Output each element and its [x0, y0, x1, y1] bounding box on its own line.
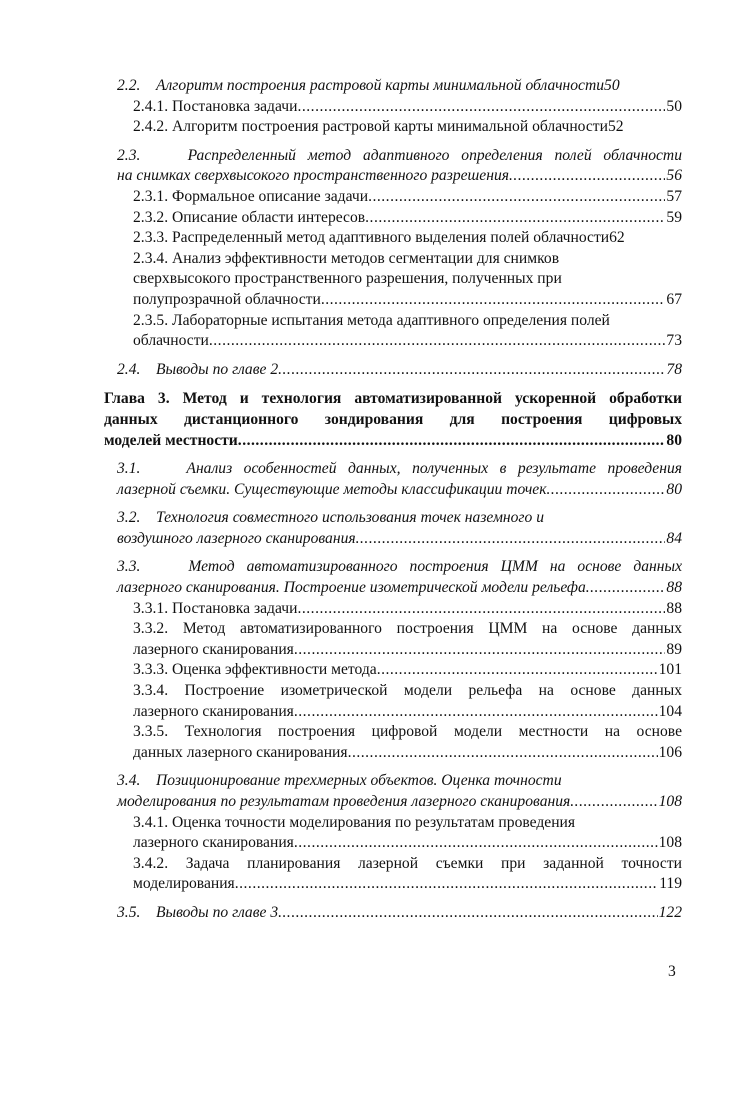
- toc-section-2-2[interactable]: [0, 76, 733, 97]
- page-ref: 101: [658, 661, 682, 679]
- section-title-line-1: Позиционирование трехмерных объектов. Оценка точности: [155, 772, 562, 790]
- page-ref: 52: [607, 118, 624, 136]
- page-ref: 50: [666, 97, 682, 115]
- toc-item-2-3-2[interactable]: [0, 208, 733, 229]
- page-ref: 57: [666, 187, 682, 205]
- item-number: 3.4.2.: [133, 854, 169, 872]
- page-ref: 73: [666, 332, 682, 350]
- toc-section-3-2[interactable]: [0, 508, 733, 549]
- section-title-line-2: моделирования по результатам проведения лазерного сканирования: [117, 793, 571, 810]
- section-title-line-1: Технология совместного использования точек наземного и: [155, 509, 544, 527]
- chapter-title-line-3: моделей местности: [104, 431, 238, 449]
- toc-item-3-3-2[interactable]: [0, 619, 733, 660]
- page-ref: 62: [609, 229, 625, 247]
- item-title: Распределенный метод адаптивного выделения полей облачности: [172, 229, 610, 247]
- toc-item-3-3-1[interactable]: [0, 599, 733, 620]
- page-ref: 106: [658, 743, 682, 761]
- toc-item-2-4-1[interactable]: [0, 97, 733, 118]
- toc-item-2-4-2[interactable]: [0, 117, 733, 138]
- item-number: 2.3.3.: [133, 229, 169, 247]
- item-number: 2.3.1.: [133, 187, 169, 205]
- item-number: 3.3.5.: [133, 723, 169, 741]
- toc-section-3-4[interactable]: [0, 771, 733, 812]
- page-ref: 89: [666, 640, 682, 658]
- section-number: 2.3.: [117, 146, 141, 164]
- section-title-line-1: Метод автоматизированного построения ЦММ на основе данных: [188, 558, 682, 576]
- item-title-line-1: Оценка точности моделирования по результатам проведения: [172, 813, 576, 831]
- page-ref: 119: [659, 875, 682, 893]
- page-ref: 56: [666, 167, 682, 185]
- item-number: 2.3.2.: [133, 208, 169, 226]
- item-title-line-2: облачности: [133, 332, 209, 350]
- section-number: 3.2.: [117, 509, 141, 527]
- section-title-line-2: лазерной съемки. Существующие методы классификации точек: [117, 480, 547, 498]
- section-title-line-1: Анализ особенностей данных, полученных в результате проведения: [186, 460, 682, 478]
- toc-item-3-3-5[interactable]: [0, 722, 733, 763]
- item-title-line-1: Лабораторные испытания метода адаптивного определения полей: [172, 311, 610, 329]
- item-title-line-2: сверхвысокого пространственного разрешения, полученных при: [133, 270, 562, 288]
- page-ref: 80: [666, 431, 682, 449]
- toc-item-2-3-1[interactable]: [0, 187, 733, 208]
- page-ref: 88: [666, 579, 682, 597]
- toc-chapter-3[interactable]: [0, 389, 733, 451]
- item-title-line-1: Метод автоматизированного построения ЦММ на основе данных: [182, 620, 682, 638]
- section-title: Выводы по главе 2: [155, 360, 279, 378]
- item-title: Формальное описание задачи: [172, 187, 369, 205]
- toc-item-3-4-1[interactable]: [0, 813, 733, 854]
- section-title: Алгоритм построения растровой карты минимальной облачности: [155, 77, 605, 94]
- item-title: Постановка задачи: [172, 599, 298, 617]
- toc-item-3-3-3[interactable]: [0, 660, 733, 681]
- item-title-line-1: Анализ эффективности методов сегментации для снимков: [172, 249, 560, 267]
- section-number: 3.3.: [117, 558, 141, 576]
- item-number: 2.3.4.: [133, 249, 169, 267]
- page-ref: 88: [666, 599, 682, 617]
- item-title-line-2: лазерного сканирования: [133, 702, 294, 720]
- section-title: Выводы по главе 3: [155, 903, 279, 921]
- item-title-line-2: лазерного сканирования: [133, 640, 294, 658]
- page-ref: 84: [666, 529, 682, 547]
- section-number: 3.4.: [117, 772, 141, 790]
- page-ref: 78: [666, 360, 682, 378]
- page-ref: 80: [666, 480, 682, 498]
- item-title-line-1: Построение изометрической модели рельефа на основе данных: [184, 682, 682, 700]
- item-number: 3.3.1.: [133, 599, 169, 617]
- page-ref: 108: [658, 834, 682, 852]
- item-number: 3.3.4.: [133, 682, 169, 700]
- toc-item-2-3-4[interactable]: [0, 249, 733, 311]
- toc-section-3-5[interactable]: [0, 903, 733, 924]
- page-ref: 50: [604, 77, 620, 94]
- toc-item-2-3-5[interactable]: [0, 311, 733, 352]
- item-title-line-2: данных лазерного сканирования: [133, 743, 348, 761]
- toc-section-2-4[interactable]: [0, 360, 733, 381]
- item-title-line-1: Технология построения цифровой модели местности на основе: [184, 723, 682, 741]
- item-number: 2.4.2.: [133, 118, 169, 136]
- page-ref: 67: [666, 290, 682, 308]
- section-title-line-1: Распределенный метод адаптивного определения полей облачности: [187, 146, 682, 164]
- item-number: 2.4.1.: [133, 97, 169, 115]
- item-title: Постановка задачи: [172, 97, 298, 115]
- item-title-line-1: Задача планирования лазерной съемки при заданной точности: [185, 854, 682, 872]
- page-number: 3: [668, 963, 676, 980]
- item-title-line-2: моделирования: [133, 875, 235, 893]
- item-number: 3.4.1.: [133, 813, 169, 831]
- toc-item-3-4-2[interactable]: [0, 854, 733, 895]
- item-number: 2.3.5.: [133, 311, 169, 329]
- page-ref: 122: [658, 903, 682, 921]
- chapter-title-line-2: данных дистанционного зондирования для построения цифровых: [104, 410, 682, 428]
- toc-section-3-1[interactable]: [0, 459, 733, 500]
- toc-item-3-3-4[interactable]: [0, 681, 733, 722]
- page-ref: 59: [666, 208, 682, 226]
- section-number: 2.2.: [117, 77, 141, 94]
- item-title: Оценка эффективности метода: [172, 661, 377, 679]
- item-title-line-2: лазерного сканирования: [133, 834, 294, 852]
- section-title-line-2: лазерного сканирования. Построение изометрической модели рельефа: [117, 579, 586, 597]
- table-of-contents: [0, 76, 733, 924]
- page-ref: 108: [658, 793, 682, 810]
- item-number: 3.3.3.: [133, 661, 169, 679]
- chapter-title-line-1: Глава 3. Метод и технология автоматизированной ускоренной обработки: [104, 390, 682, 408]
- item-number: 3.3.2.: [133, 620, 169, 638]
- section-title-line-2: на снимках сверхвысокого пространственного разрешения: [117, 167, 510, 185]
- item-title: Описание области интересов: [172, 208, 366, 226]
- toc-item-2-3-3[interactable]: [0, 228, 733, 249]
- toc-section-2-3[interactable]: [0, 146, 733, 187]
- toc-section-3-3[interactable]: [0, 557, 733, 598]
- section-title-line-2: воздушного лазерного сканирования: [117, 529, 356, 547]
- item-title-line-3: полупрозрачной облачности: [133, 290, 321, 308]
- page-ref: 104: [658, 702, 682, 720]
- section-number: 2.4.: [117, 360, 141, 378]
- section-number: 3.1.: [117, 460, 141, 478]
- item-title: Алгоритм построения растровой карты минимальной облачности: [172, 118, 608, 136]
- section-number: 3.5.: [117, 903, 141, 921]
